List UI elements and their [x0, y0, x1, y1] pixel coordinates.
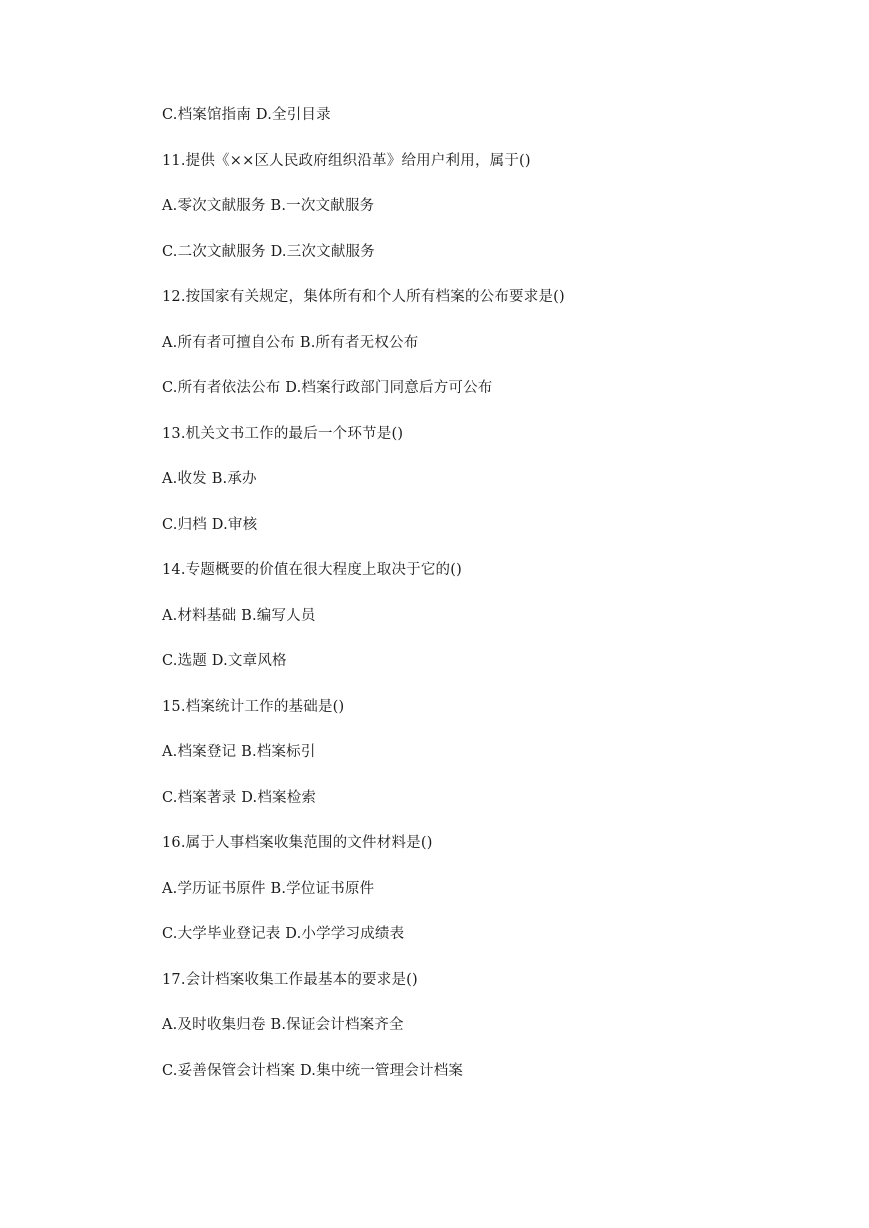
option-line: A.档案登记 B.档案标引: [162, 744, 316, 760]
question-16: 16.属于人事档案收集范围的文件材料是(): [162, 835, 433, 851]
question-14: 14.专题概要的价值在很大程度上取决于它的(): [162, 562, 462, 578]
option-line: A.收发 B.承办: [162, 471, 257, 487]
option-line: C.归档 D.审核: [162, 517, 258, 533]
option-line: A.零次文献服务 B.一次文献服务: [162, 198, 375, 214]
question-17: 17.会计档案收集工作最基本的要求是(): [162, 972, 418, 988]
option-line: C.档案著录 D.档案检索: [162, 790, 317, 806]
option-line: C.档案馆指南 D.全引目录: [162, 107, 331, 123]
question-15: 15.档案统计工作的基础是(): [162, 699, 345, 715]
option-line: C.选题 D.文章风格: [162, 653, 287, 669]
option-line: C.妥善保管会计档案 D.集中统一管理会计档案: [162, 1063, 464, 1079]
option-line: C.二次文献服务 D.三次文献服务: [162, 244, 375, 260]
question-13: 13.机关文书工作的最后一个环节是(): [162, 426, 404, 442]
option-line: A.及时收集归卷 B.保证会计档案齐全: [162, 1017, 404, 1033]
question-11: 11.提供《××区人民政府组织沿革》给用户利用，属于(): [162, 153, 531, 169]
option-line: A.学历证书原件 B.学位证书原件: [162, 881, 375, 897]
question-12: 12.按国家有关规定，集体所有和个人所有档案的公布要求是(): [162, 289, 565, 305]
option-line: A.所有者可擅自公布 B.所有者无权公布: [162, 335, 419, 351]
option-line: A.材料基础 B.编写人员: [162, 608, 316, 624]
option-line: C.大学毕业登记表 D.小学学习成绩表: [162, 926, 405, 942]
option-line: C.所有者依法公布 D.档案行政部门同意后方可公布: [162, 380, 493, 396]
